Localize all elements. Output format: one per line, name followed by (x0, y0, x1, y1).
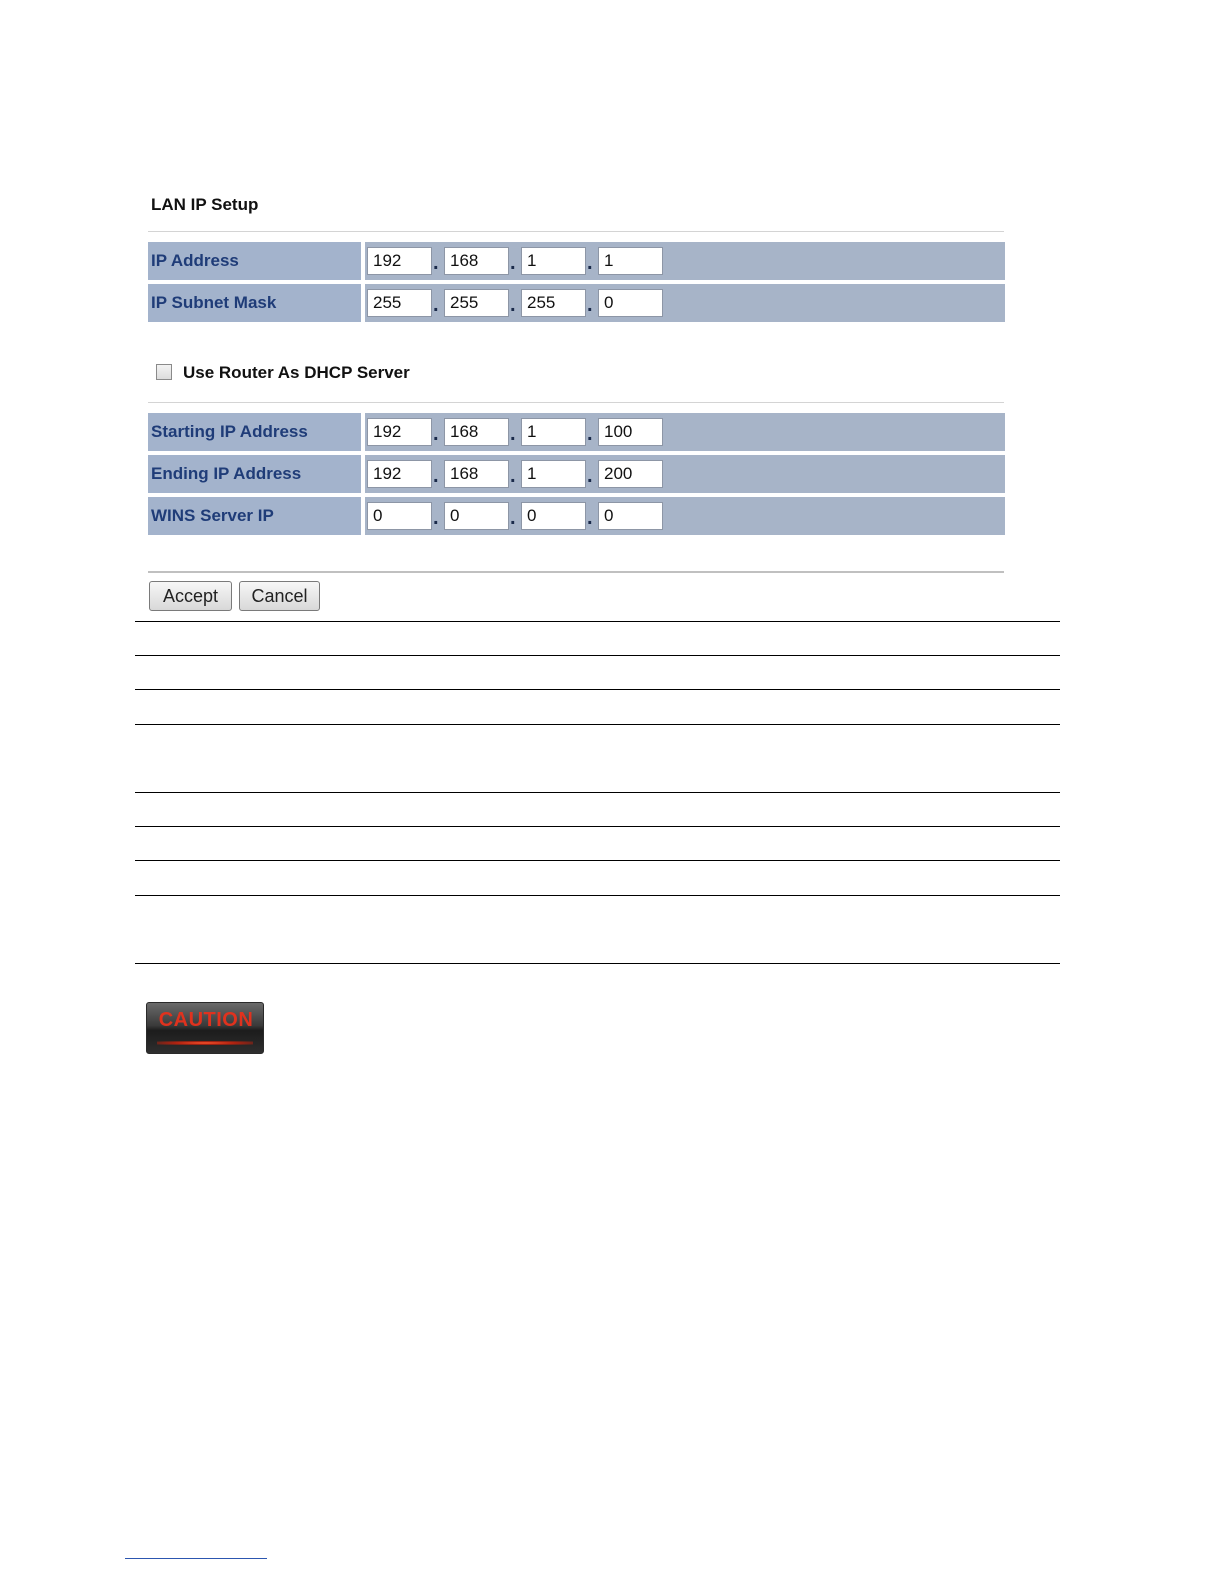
subnet-mask-octet-1[interactable] (367, 289, 432, 317)
ip-address-octet-4[interactable] (598, 247, 663, 275)
starting-ip-octet-4[interactable] (598, 418, 663, 446)
octet-separator: . (433, 465, 439, 487)
ip-address-octet-2[interactable] (444, 247, 509, 275)
wins-server-label: WINS Server IP (148, 497, 361, 535)
ip-address-row (148, 242, 1005, 280)
section-title: LAN IP Setup (151, 195, 259, 214)
octet-separator: . (433, 507, 439, 529)
octet-separator: . (510, 294, 516, 316)
octet-separator: . (510, 465, 516, 487)
dhcp-divider (148, 402, 1004, 403)
octet-separator: . (587, 423, 593, 445)
octet-separator: . (587, 465, 593, 487)
starting-ip-octet-1[interactable] (367, 418, 432, 446)
ending-ip-label: Ending IP Address (148, 455, 361, 493)
footer-link-underline (125, 1558, 267, 1559)
wins-server-octet-1[interactable] (367, 502, 432, 530)
starting-ip-row (148, 413, 1005, 451)
ending-ip-octet-3[interactable] (521, 460, 586, 488)
wins-server-row (148, 497, 1005, 535)
octet-separator: . (433, 423, 439, 445)
table-rule (135, 860, 1060, 861)
octet-separator: . (587, 507, 593, 529)
subnet-mask-label: IP Subnet Mask (148, 284, 361, 322)
ending-ip-row (148, 455, 1005, 493)
ip-address-label: IP Address (148, 242, 361, 280)
ending-ip-octet-2[interactable] (444, 460, 509, 488)
table-rule (135, 621, 1060, 622)
table-rule (135, 655, 1060, 656)
table-rule (135, 826, 1060, 827)
octet-separator: . (587, 294, 593, 316)
section-divider (148, 231, 1004, 232)
table-rule (135, 963, 1060, 964)
table-rule (135, 724, 1060, 725)
ending-ip-octet-1[interactable] (367, 460, 432, 488)
caution-badge-icon (146, 1002, 264, 1054)
subnet-mask-octet-4[interactable] (598, 289, 663, 317)
cancel-button[interactable]: Cancel (239, 581, 320, 611)
ending-ip-octet-4[interactable] (598, 460, 663, 488)
octet-separator: . (510, 507, 516, 529)
table-rule (135, 689, 1060, 690)
ip-address-octet-1[interactable] (367, 247, 432, 275)
accept-button[interactable]: Accept (149, 581, 232, 611)
starting-ip-label: Starting IP Address (148, 413, 361, 451)
wins-server-octet-3[interactable] (521, 502, 586, 530)
table-rule (135, 792, 1060, 793)
form-footer-divider (148, 571, 1004, 573)
starting-ip-octet-2[interactable] (444, 418, 509, 446)
octet-separator: . (433, 294, 439, 316)
octet-separator: . (587, 252, 593, 274)
dhcp-server-label[interactable]: Use Router As DHCP Server (183, 363, 410, 382)
subnet-mask-row (148, 284, 1005, 322)
wins-server-octet-2[interactable] (444, 502, 509, 530)
octet-separator: . (510, 252, 516, 274)
dhcp-server-checkbox[interactable] (156, 364, 172, 380)
wins-server-octet-4[interactable] (598, 502, 663, 530)
subnet-mask-octet-3[interactable] (521, 289, 586, 317)
octet-separator: . (510, 423, 516, 445)
caution-badge-text: CAUTION (158, 1009, 254, 1031)
subnet-mask-octet-2[interactable] (444, 289, 509, 317)
ip-address-octet-3[interactable] (521, 247, 586, 275)
table-rule (135, 895, 1060, 896)
octet-separator: . (433, 252, 439, 274)
starting-ip-octet-3[interactable] (521, 418, 586, 446)
caution-glow-line (157, 1041, 253, 1045)
